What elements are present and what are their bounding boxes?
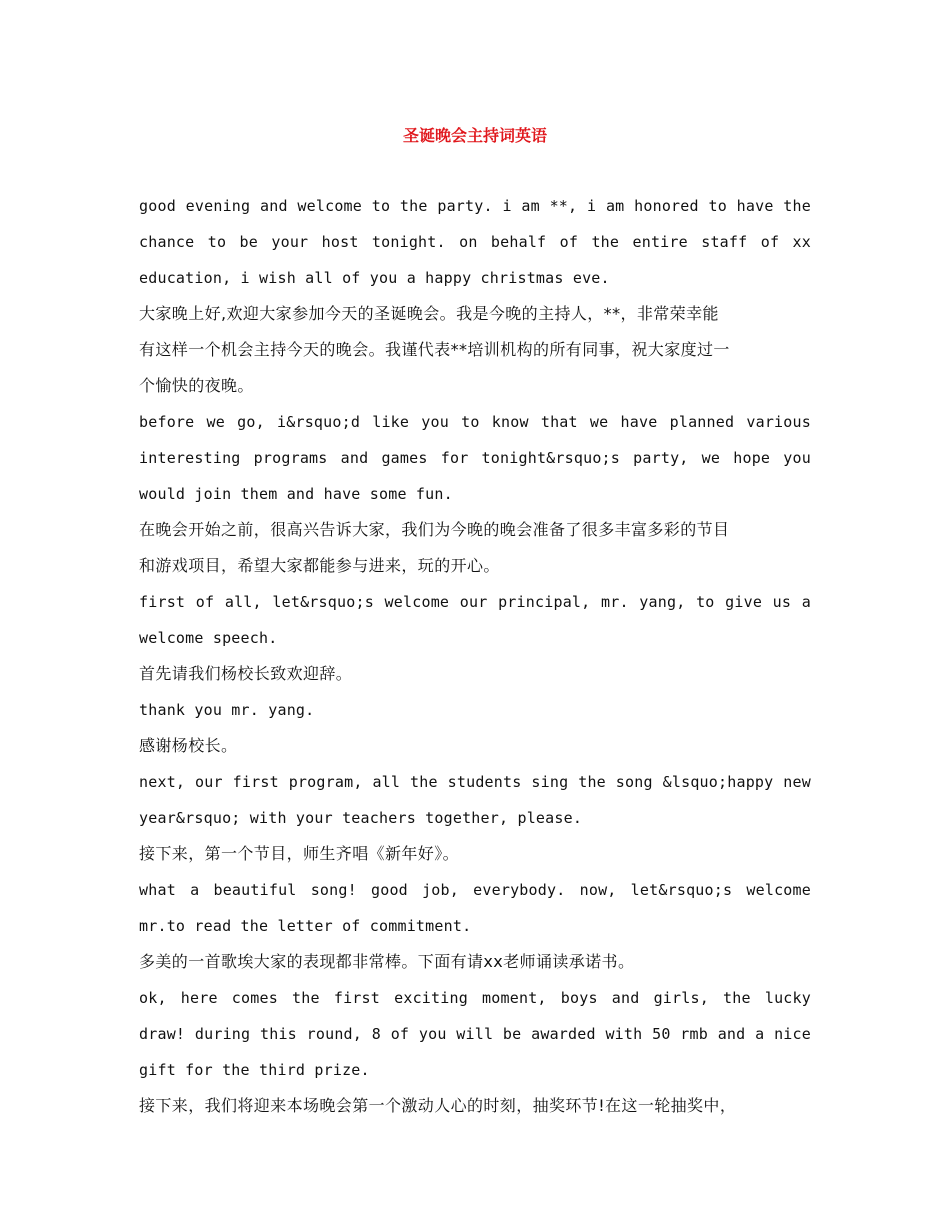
paragraph-line: 和游戏项目，希望大家都能参与进来，玩的开心。	[139, 556, 500, 575]
paragraph-en-7: ok, here comes the first exciting moment, boys and girls, the lucky draw! during this round, 8 of you will be awarded with 50 rmb and a nice gift for the third prize.	[139, 989, 811, 1079]
paragraph-zh-5: 接下来，第一个节目，师生齐唱《新年好》。	[139, 844, 460, 863]
paragraph-en-4: thank you mr. yang.	[139, 701, 315, 719]
paragraph-en-6: what a beautiful song! good job, everybody. now, let&rsquo;s welcome mr.to read the letter of commitment.	[139, 881, 811, 935]
paragraph-line: 个愉快的夜晚。	[139, 376, 254, 395]
paragraph-en-5: next, our first program, all the students sing the song &lsquo;happy new year&rsquo; with your teachers together, please.	[139, 773, 811, 827]
paragraph-zh-6: 多美的一首歌埃大家的表现都非常棒。下面有请xx老师诵读承诺书。	[139, 952, 635, 971]
paragraph-line: 在晚会开始之前，很高兴告诉大家，我们为今晚的晚会准备了很多丰富多彩的节目	[139, 520, 730, 539]
paragraph-zh-4: 感谢杨校长。	[139, 736, 238, 755]
document-body	[139, 188, 811, 1124]
paragraph-zh-7: 接下来，我们将迎来本场晚会第一个激动人心的时刻，抽奖环节!在这一轮抽奖中，	[139, 1096, 737, 1115]
paragraph-line: 大家晚上好,欢迎大家参加今天的圣诞晚会。我是今晚的主持人，**，非常荣幸能	[139, 304, 719, 323]
paragraph-en-3: first of all, let&rsquo;s welcome our principal, mr. yang, to give us a welcome speech.	[139, 593, 811, 647]
page-title: 圣诞晚会主持词英语	[402, 126, 547, 145]
paragraph-zh-1	[139, 296, 811, 404]
paragraph-zh-2	[139, 512, 811, 584]
paragraph-zh-3: 首先请我们杨校长致欢迎辞。	[139, 664, 353, 683]
paragraph-line: 有这样一个机会主持今天的晚会。我谨代表**培训机构的所有同事，祝大家度过一	[139, 340, 730, 359]
paragraph-en-2: before we go, i&rsquo;d like you to know that we have planned various interesting programs and games for tonight&rsquo;s party, we hope you would join them and have some fun.	[139, 413, 811, 503]
paragraph-en-1: good evening and welcome to the party. i am **, i am honored to have the chance to be your host tonight. on behalf of the entire staff of xx education, i wish all of you a happy christmas eve.	[139, 197, 811, 287]
